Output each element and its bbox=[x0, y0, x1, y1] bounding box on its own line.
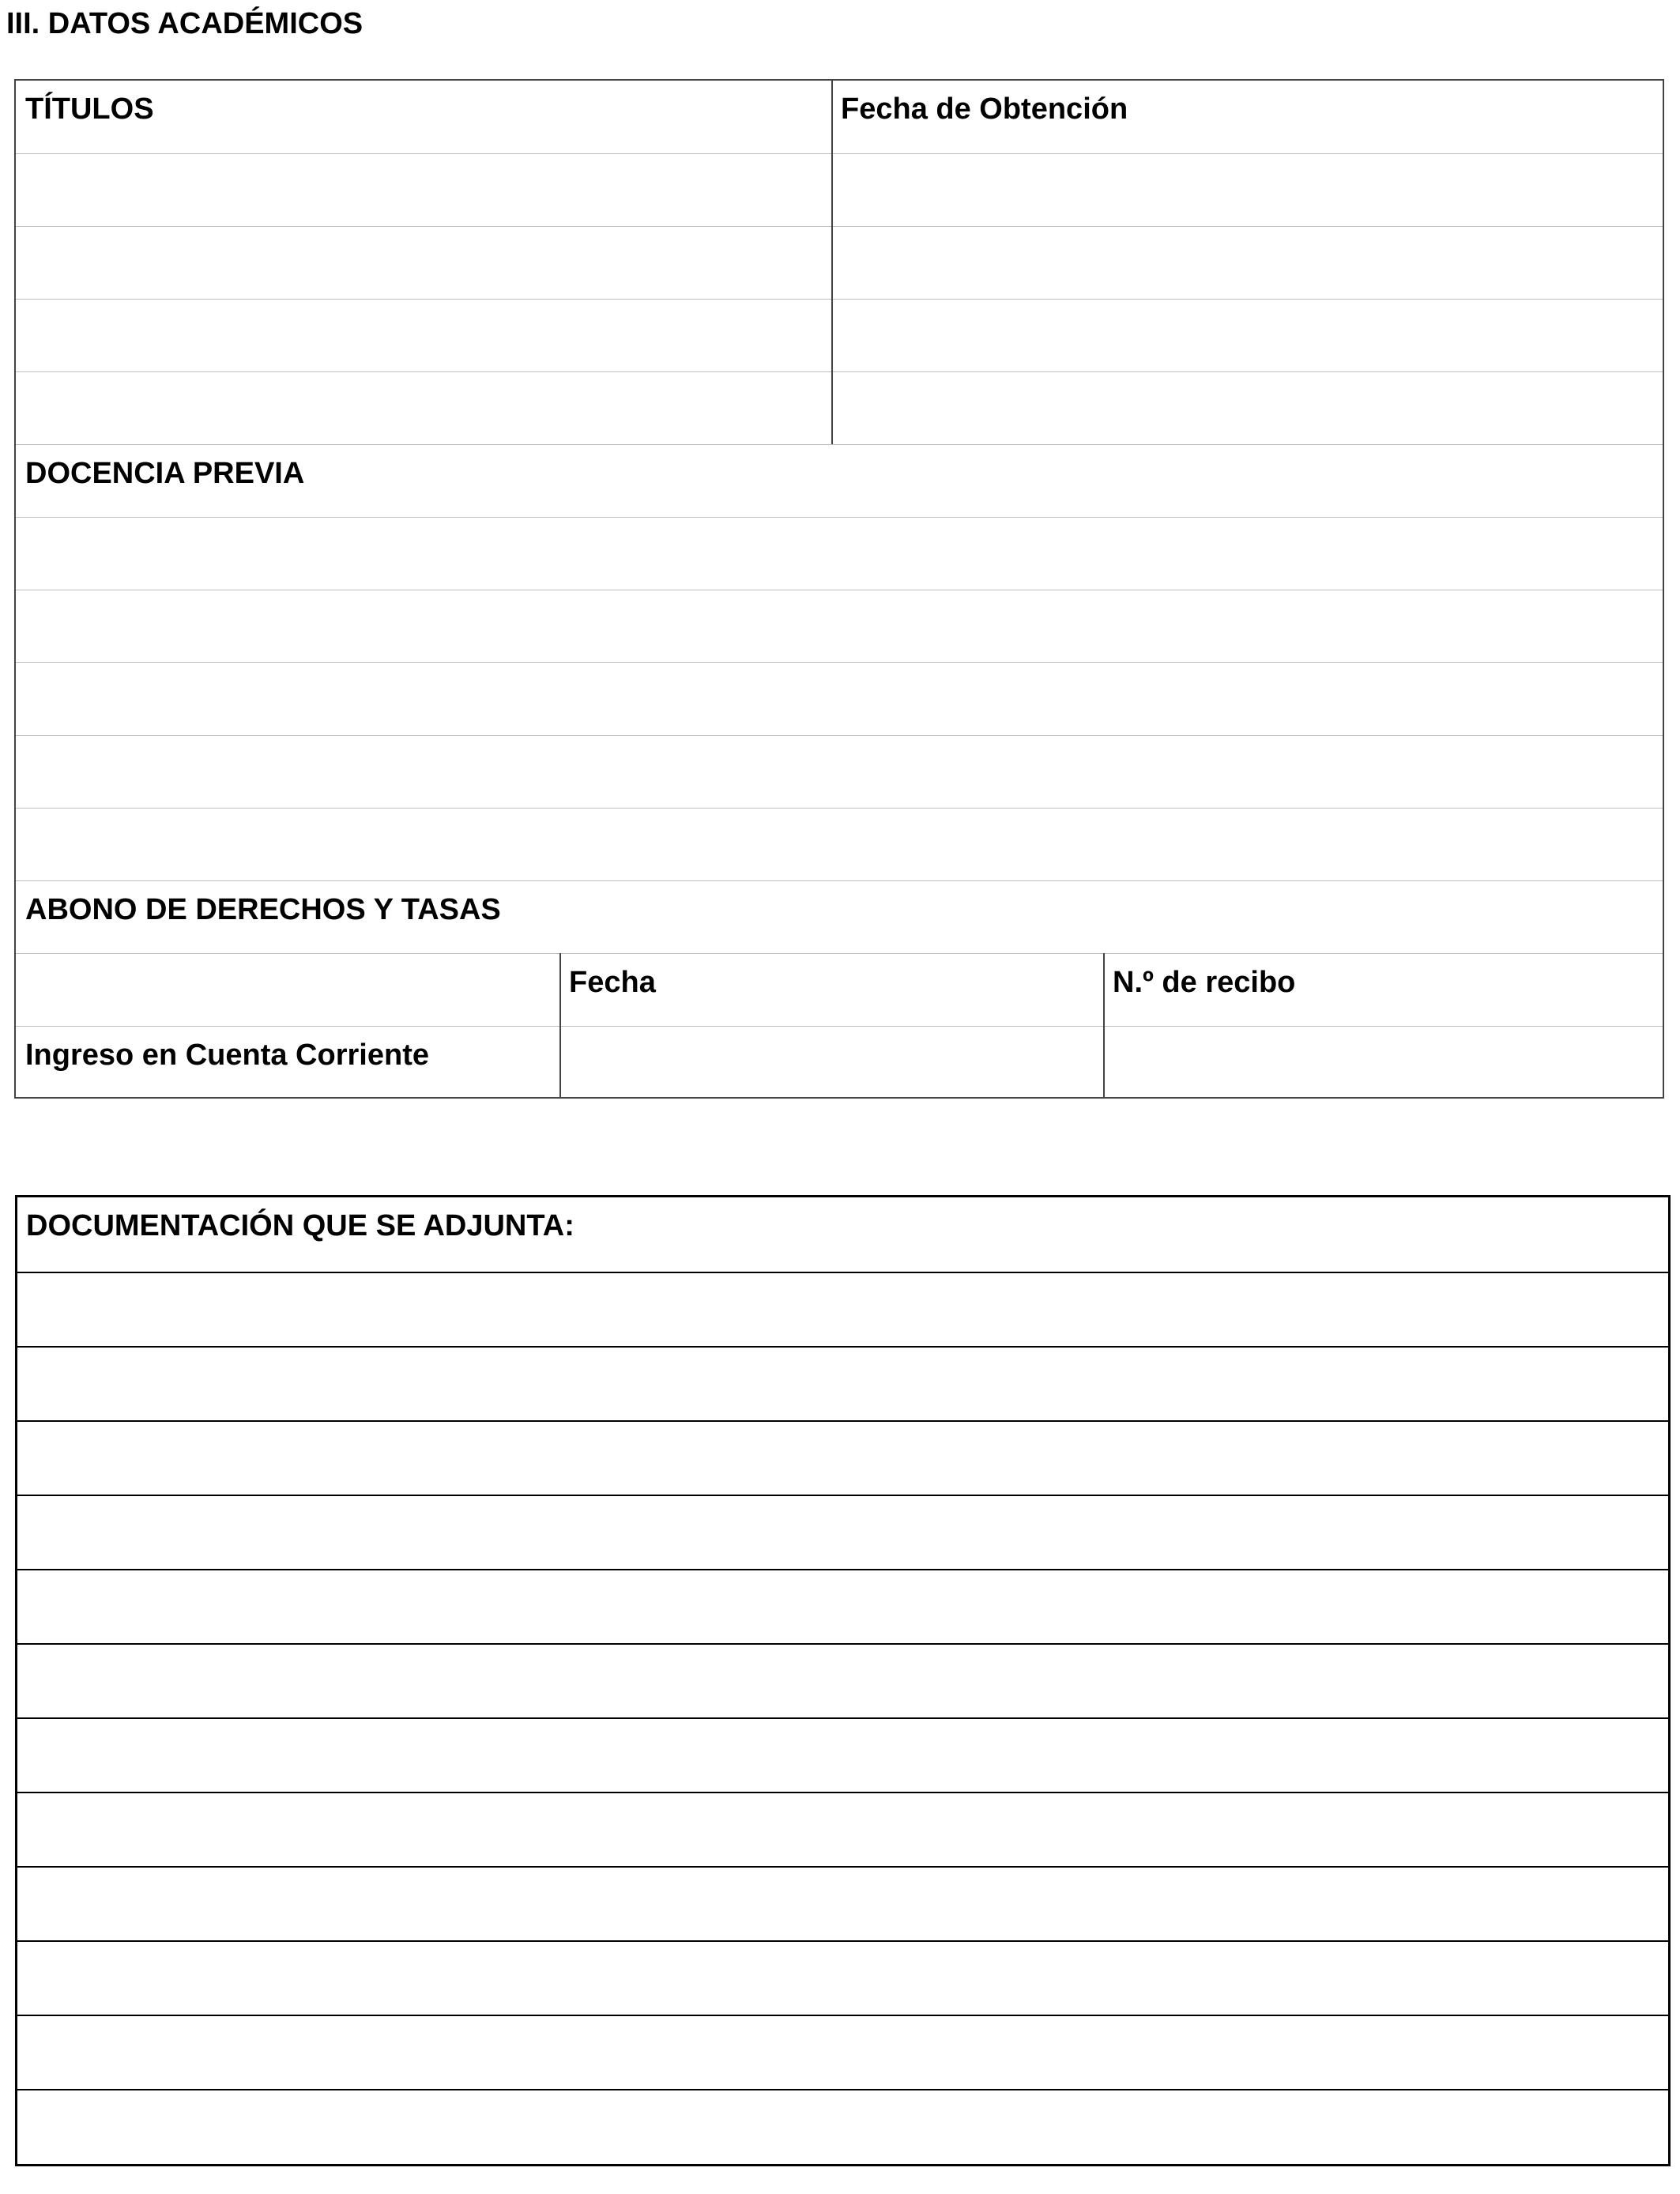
documentacion-row-1[interactable] bbox=[17, 1272, 1668, 1346]
documentacion-row-10[interactable] bbox=[17, 1940, 1668, 2015]
titulos-column-divider bbox=[831, 81, 833, 444]
documentacion-row-12[interactable] bbox=[17, 2089, 1668, 2164]
docencia-heading: DOCENCIA PREVIA bbox=[25, 457, 305, 490]
documentacion-row-7[interactable] bbox=[17, 1717, 1668, 1792]
ingreso-cuenta-corriente-label: Ingreso en Cuenta Corriente bbox=[25, 1039, 429, 1072]
documentacion-row-11[interactable] bbox=[17, 2015, 1668, 2089]
documentacion-row-2[interactable] bbox=[17, 1346, 1668, 1420]
documentacion-row-3[interactable] bbox=[17, 1420, 1668, 1495]
abono-divider-1 bbox=[559, 953, 561, 1099]
titulos-row-4[interactable] bbox=[16, 371, 1663, 444]
titulos-column-header: TÍTULOS bbox=[25, 92, 154, 126]
docencia-row-2[interactable] bbox=[16, 590, 1663, 662]
docencia-row-5[interactable] bbox=[16, 808, 1663, 880]
documentacion-heading: DOCUMENTACIÓN QUE SE ADJUNTA: bbox=[26, 1209, 574, 1242]
documentacion-row-6[interactable] bbox=[17, 1643, 1668, 1717]
section-title: III. DATOS ACADÉMICOS bbox=[6, 7, 363, 40]
abono-fecha-column-header: Fecha bbox=[569, 966, 656, 999]
fecha-obtencion-column-header: Fecha de Obtención bbox=[841, 92, 1128, 126]
documentacion-row-4[interactable] bbox=[17, 1495, 1668, 1569]
abono-columns-row bbox=[16, 953, 1663, 1026]
abono-fecha-field[interactable] bbox=[561, 1027, 1105, 1099]
abono-heading: ABONO DE DERECHOS Y TASAS bbox=[25, 893, 501, 926]
titulos-row-2[interactable] bbox=[16, 226, 1663, 299]
titulos-row-3[interactable] bbox=[16, 299, 1663, 371]
documentacion-header-row bbox=[17, 1197, 1668, 1272]
documentacion-row-8[interactable] bbox=[17, 1792, 1668, 1866]
docencia-row-4[interactable] bbox=[16, 735, 1663, 808]
attached-documentation-table bbox=[15, 1195, 1671, 2166]
abono-header-row bbox=[16, 880, 1663, 953]
docencia-header-row bbox=[16, 444, 1663, 517]
academic-data-table bbox=[14, 79, 1664, 1099]
titulos-header-row bbox=[16, 81, 1663, 153]
docencia-row-1[interactable] bbox=[16, 517, 1663, 590]
docencia-row-3[interactable] bbox=[16, 662, 1663, 735]
documentacion-row-9[interactable] bbox=[17, 1866, 1668, 1940]
abono-recibo-column-header: N.º de recibo bbox=[1113, 966, 1296, 999]
documentacion-row-5[interactable] bbox=[17, 1569, 1668, 1643]
abono-ingreso-row bbox=[16, 1026, 1663, 1099]
titulos-row-1[interactable] bbox=[16, 153, 1663, 226]
abono-divider-2 bbox=[1103, 953, 1105, 1099]
abono-recibo-field[interactable] bbox=[1105, 1027, 1663, 1099]
